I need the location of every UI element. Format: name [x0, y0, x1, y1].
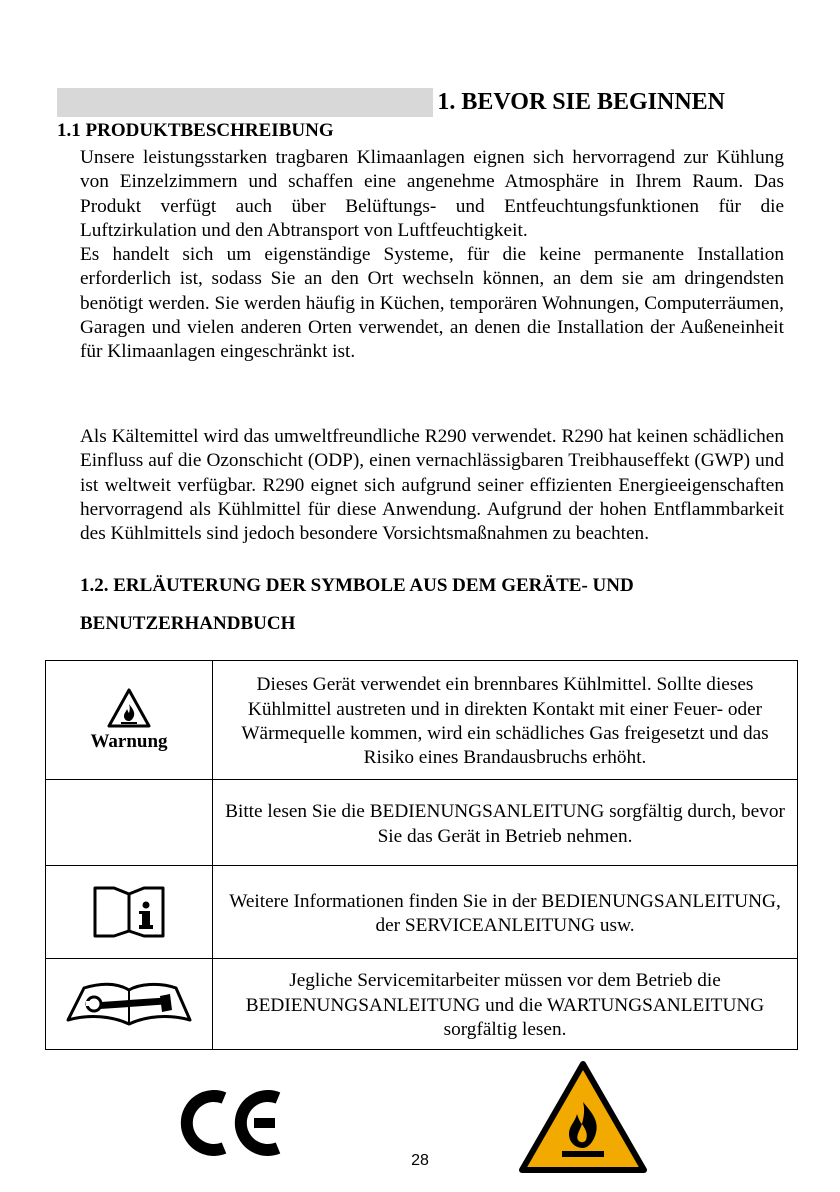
- paragraph: Es handelt sich um eigenständige Systeme, für die keine permanente Installation erforderlich ist, sodass Sie an den Ort wechseln können, an dem sie am dringendsten benötigt werden. Sie werden häufig in Küchen, temporären Wohnungen, Computerräumen, Garagen und vielen anderen Orten verwendet, an denen die Installation der Außeneinheit für Klimaanlagen eingeschränkt ist.: [80, 244, 784, 363]
- table-row: [46, 959, 798, 1050]
- table-row: [46, 780, 798, 866]
- chapter-title: 1. BEVOR SIE BEGINNEN: [433, 88, 727, 117]
- page-number: 28: [411, 1152, 429, 1169]
- symbols-table: [45, 660, 798, 1050]
- section-heading-symbols-continued: BENUTZERHANDBUCH: [80, 613, 296, 634]
- symbol-cell: [46, 780, 213, 866]
- chapter-header-bar: [57, 88, 727, 117]
- symbol-cell: [46, 866, 213, 959]
- service-manual-icon: [64, 978, 194, 1030]
- refrigerant-info-body: [80, 425, 784, 546]
- symbol-description: Weitere Informationen finden Sie in der BEDIENUNGSANLEITUNG, der SERVICEANLEITUNG usw.: [213, 866, 798, 959]
- product-description-body: [80, 146, 784, 365]
- table-row: [46, 866, 798, 959]
- section-heading-product-description: 1.1 PRODUKTBESCHREIBUNG: [57, 120, 334, 141]
- symbol-description: Jegliche Servicemitarbeiter müssen vor dem Betrieb die BEDIENUNGSANLEITUNG und die WARTUNGSANLEITUNG sorgfältig lesen.: [213, 959, 798, 1050]
- symbol-cell: [46, 959, 213, 1050]
- symbol-description: Bitte lesen Sie die BEDIENUNGSANLEITUNG sorgfältig durch, bevor Sie das Gerät in Betrieb nehmen.: [213, 780, 798, 866]
- warning-label: Warnung: [90, 731, 168, 752]
- flammable-warning-icon: [106, 687, 152, 729]
- table-row: [46, 661, 798, 780]
- paragraph: Unsere leistungsstarken tragbaren Klimaanlagen eignen sich hervorragend zur Kühlung von Einzelzimmern und schaffen eine angenehme Atmosphäre in Ihrem Raum. Das Produkt verfügt auch über Belüftungs- und Entfeuchtungsfunktionen für die Luftzirkulation und den Abtransport von Luftfeuchtigkeit.: [80, 147, 784, 241]
- ce-mark-icon: [178, 1090, 286, 1156]
- symbol-cell: [46, 661, 213, 780]
- info-book-icon: [90, 883, 168, 941]
- section-heading-symbols: 1.2. ERLÄUTERUNG DER SYMBOLE AUS DEM GERÄTE- UND: [80, 575, 634, 596]
- symbol-description: Dieses Gerät verwendet ein brennbares Kühlmittel. Sollte dieses Kühlmittel austreten und in direkten Kontakt mit einer Feuer- oder Wärmequelle kommen, wird ein schädliches Gas freigesetzt und das Risiko eines Brandausbruchs erhöht.: [213, 661, 798, 780]
- paragraph: Als Kältemittel wird das umweltfreundliche R290 verwendet. R290 hat keinen schädlichen Einfluss auf die Ozonschicht (ODP), einen vernachlässigbaren Treibhauseffekt (GWP) und ist weltweit verfügbar. R290 eignet sich aufgrund seiner effizienten Energieeigenschaften hervorragend als Kühlmittel für diese Anwendung. Aufgrund der hohen Entflammbarkeit des Kühlmittels sind jedoch besondere Vorsichtsmaßnahmen zu beachten.: [80, 426, 784, 545]
